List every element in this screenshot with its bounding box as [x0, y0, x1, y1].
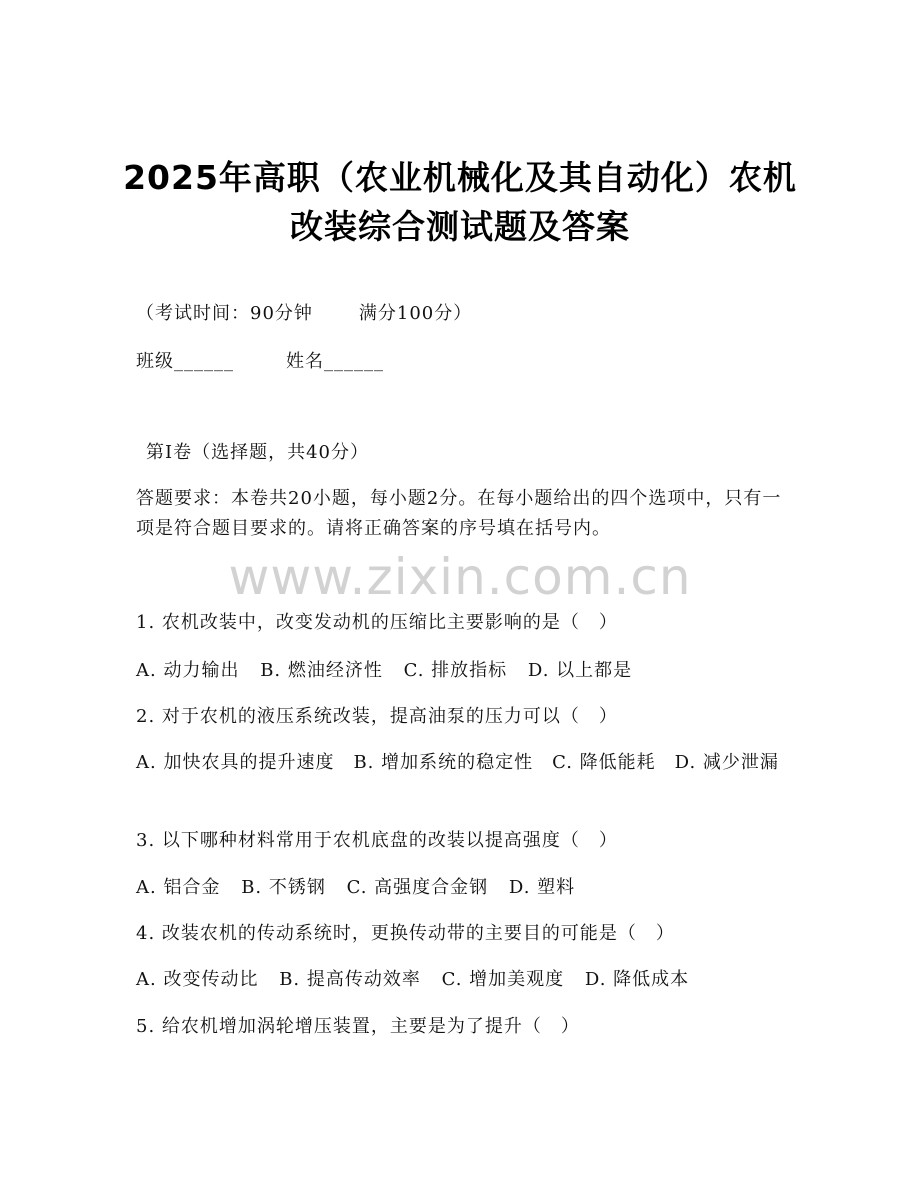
question-3-stem: 3. 以下哪种材料常用于农机底盘的改装以提高强度（ ）: [136, 830, 618, 851]
exam-time: （考试时间：90分钟: [136, 303, 313, 324]
document-title-line-1: 2025年高职（农业机械化及其自动化）农机: [123, 158, 797, 197]
question-4-option-d: D. 降低成本: [584, 969, 690, 990]
question-1-stem: 1. 农机改装中，改变发动机的压缩比主要影响的是（ ）: [136, 612, 618, 633]
section-heading: 第Ⅰ卷（选择题，共40分）: [146, 442, 370, 463]
exam-info: [136, 302, 472, 326]
question-1-option-d: D. 以上都是: [527, 660, 633, 681]
document-title-line-2: 改装综合测试题及答案: [290, 207, 630, 246]
name-field: 姓名______: [286, 351, 384, 372]
question-3-option-a: A. 铝合金: [136, 877, 221, 898]
exam-score: 满分100分）: [358, 303, 473, 324]
question-3-option-d: D. 塑料: [508, 877, 576, 898]
question-4-option-c: C. 增加美观度: [441, 969, 565, 990]
question-5-stem: 5. 给农机增加涡轮增压装置，主要是为了提升（ ）: [136, 1016, 580, 1037]
class-field: 班级______: [136, 351, 234, 372]
question-3-option-c: C. 高强度合金钢: [346, 877, 489, 898]
watermark: www.zixin.com.cn: [228, 548, 692, 606]
question-2-stem: 2. 对于农机的液压系统改装，提高油泵的压力可以（ ）: [136, 706, 618, 727]
question-2-options: A. 加快农具的提升速度 B. 增加系统的稳定性 C. 降低能耗 D. 减少泄漏: [136, 752, 779, 773]
question-1-option-b: B. 燃油经济性: [260, 660, 383, 681]
question-4-stem: 4. 改装农机的传动系统时，更换传动带的主要目的可能是（ ）: [136, 923, 675, 944]
question-4-options: [136, 968, 703, 992]
question-3-option-b: B. 不锈钢: [241, 877, 326, 898]
question-4-option-b: B. 提高传动效率: [279, 969, 421, 990]
question-4-option-a: A. 改变传动比: [136, 969, 259, 990]
student-info: [136, 350, 384, 374]
section-instructions: 答题要求：本卷共20小题，每小题2分。在每小题给出的四个选项中，只有一项是符合题目要求的。请将正确答案的序号填在括号内。: [136, 488, 782, 539]
question-3-options: [136, 876, 589, 900]
question-1-option-a: A. 动力输出: [136, 660, 240, 681]
question-1-option-c: C. 排放指标: [403, 660, 508, 681]
question-1-options: [136, 659, 646, 683]
